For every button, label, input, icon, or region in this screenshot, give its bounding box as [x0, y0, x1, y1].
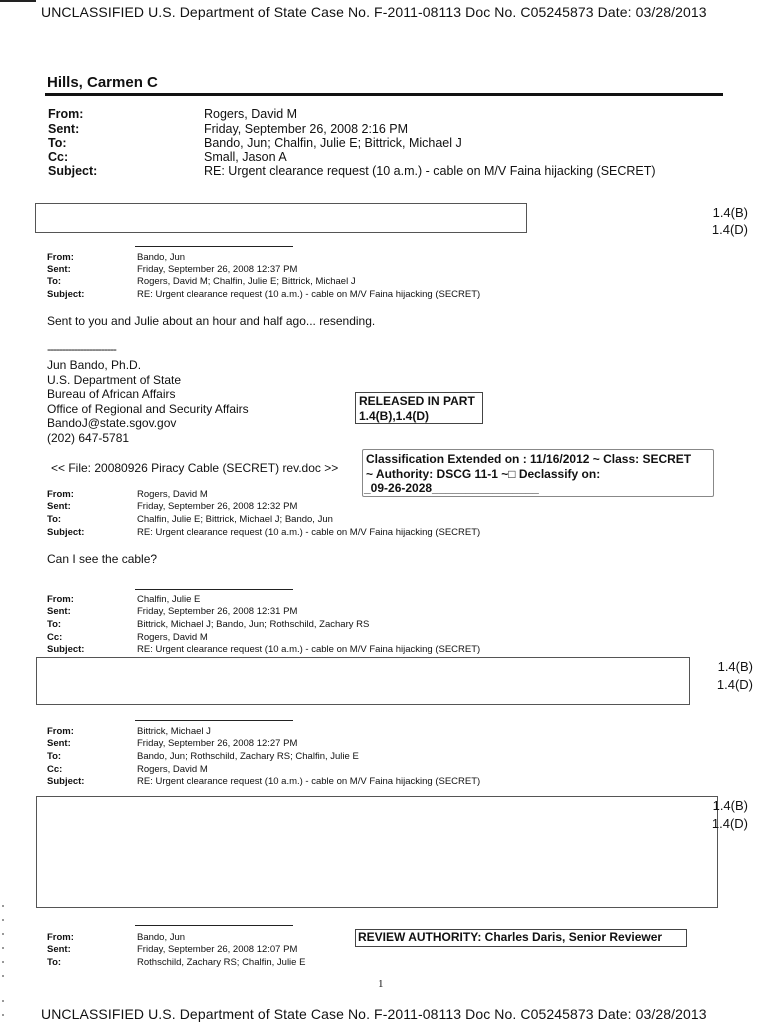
- msg4-to-value: Bando, Jun; Rothschild, Zachary RS; Chalfin, Julie E: [137, 751, 359, 762]
- msg5-to-label: To:: [47, 957, 62, 968]
- msg3-cc-value: Rogers, David M: [137, 632, 208, 643]
- msg5-from-value: Bando, Jun: [137, 932, 186, 943]
- signature-phone: (202) 647-5781: [47, 431, 130, 445]
- msg1-from-value: Bando, Jun: [137, 252, 186, 263]
- exemption-code-d: 1.4(D): [711, 816, 748, 831]
- classification-extension-box: [362, 449, 714, 497]
- exemption-code-d: 1.4(D): [711, 222, 748, 237]
- header-cc-label: Cc:: [48, 150, 69, 164]
- msg2-subject-label: Subject:: [47, 527, 85, 538]
- msg2-subject-value: RE: Urgent clearance request (10 a.m.) - cable on M/V Faina hijacking (SECRET): [137, 527, 481, 538]
- signature-name: Jun Bando, Ph.D.: [47, 358, 142, 372]
- classification-line1: Classification Extended on : 11/16/2012 ~ Class: SECRET: [366, 452, 692, 466]
- released-stamp-line1: RELEASED IN PART: [359, 394, 475, 408]
- msg4-subject-label: Subject:: [47, 776, 85, 787]
- redaction-box: [36, 657, 690, 705]
- msg1-to-label: To:: [47, 276, 62, 287]
- top-banner: UNCLASSIFIED U.S. Department of State Case No. F-2011-08113 Doc No. C05245873 Date: 03/28/2013: [41, 4, 707, 20]
- msg5-sent-label: Sent:: [47, 944, 71, 955]
- msg4-to-label: To:: [47, 751, 62, 762]
- review-authority-text: REVIEW AUTHORITY: Charles Daris, Senior Reviewer: [358, 930, 663, 944]
- redaction-box: [35, 203, 527, 233]
- msg3-to-value: Bittrick, Michael J; Bando, Jun; Rothschild, Zachary RS: [137, 619, 370, 630]
- signature-office: Office of Regional and Security Affairs: [47, 402, 249, 416]
- classification-line2: ~ Authority: DSCG 11-1 ~□ Declassify on:: [366, 467, 601, 481]
- attachment-reference: << File: 20080926 Piracy Cable (SECRET) rev.doc >>: [51, 461, 339, 475]
- msg1-from-label: From:: [47, 252, 74, 263]
- msg3-to-label: To:: [47, 619, 62, 630]
- scan-margin-marks: [2, 905, 4, 985]
- header-sent-value: Friday, September 26, 2008 2:16 PM: [204, 122, 409, 136]
- msg1-subject-label: Subject:: [47, 289, 85, 300]
- exemption-code-b: 1.4(B): [712, 205, 748, 220]
- msg3-cc-label: Cc:: [47, 632, 63, 643]
- msg3-sent-label: Sent:: [47, 606, 71, 617]
- msg4-sent-value: Friday, September 26, 2008 12:27 PM: [137, 738, 298, 749]
- msg2-from-value: Rogers, David M: [137, 489, 208, 500]
- msg2-from-label: From:: [47, 489, 74, 500]
- mailbox-owner: Hills, Carmen C: [47, 74, 158, 91]
- signature-org: U.S. Department of State: [47, 373, 182, 387]
- message-separator: [135, 246, 293, 247]
- msg2-sent-label: Sent:: [47, 501, 71, 512]
- released-stamp-line2: 1.4(B),1.4(D): [359, 409, 430, 423]
- signature-bureau: Bureau of African Affairs: [47, 387, 176, 401]
- header-subject-label: Subject:: [48, 164, 98, 178]
- exemption-code-b: 1.4(B): [712, 798, 748, 813]
- page-number: 1: [378, 978, 384, 990]
- msg1-to-value: Rogers, David M; Chalfin, Julie E; Bittrick, Michael J: [137, 276, 356, 287]
- header-subject-value: RE: Urgent clearance request (10 a.m.) - cable on M/V Faina hijacking (SECRET): [204, 164, 656, 178]
- msg4-from-label: From:: [47, 726, 74, 737]
- review-authority-stamp: [355, 929, 687, 947]
- scan-margin-marks: [2, 1000, 4, 1020]
- msg4-from-value: Bittrick, Michael J: [137, 726, 211, 737]
- header-sent-label: Sent:: [48, 122, 80, 136]
- redaction-box: [36, 796, 718, 908]
- msg3-from-label: From:: [47, 594, 74, 605]
- msg3-subject-value: RE: Urgent clearance request (10 a.m.) - cable on M/V Faina hijacking (SECRET): [137, 644, 481, 655]
- message-separator: [135, 589, 293, 590]
- header-to-label: To:: [48, 136, 67, 150]
- classification-line3: _09-26-2028________________: [364, 481, 539, 495]
- header-from-label: From:: [48, 107, 84, 121]
- msg3-from-value: Chalfin, Julie E: [137, 594, 201, 605]
- msg1-sent-label: Sent:: [47, 264, 71, 275]
- msg1-sent-value: Friday, September 26, 2008 12:37 PM: [137, 264, 298, 275]
- top-edge-rule: [0, 0, 36, 2]
- signature-dashes: -----------------------: [47, 342, 116, 356]
- msg4-sent-label: Sent:: [47, 738, 71, 749]
- header-to-value: Bando, Jun; Chalfin, Julie E; Bittrick, Michael J: [204, 136, 462, 150]
- header-cc-value: Small, Jason A: [204, 150, 287, 164]
- msg3-sent-value: Friday, September 26, 2008 12:31 PM: [137, 606, 298, 617]
- released-in-part-stamp: [355, 392, 483, 424]
- owner-rule: [45, 93, 723, 96]
- msg5-to-value: Rothschild, Zachary RS; Chalfin, Julie E: [137, 957, 306, 968]
- msg3-subject-label: Subject:: [47, 644, 85, 655]
- exemption-code-d: 1.4(D): [716, 677, 753, 692]
- msg1-subject-value: RE: Urgent clearance request (10 a.m.) - cable on M/V Faina hijacking (SECRET): [137, 289, 481, 300]
- msg2-to-label: To:: [47, 514, 62, 525]
- msg2-body: Can I see the cable?: [47, 552, 158, 566]
- msg5-sent-value: Friday, September 26, 2008 12:07 PM: [137, 944, 298, 955]
- signature-email: BandoJ@state.sgov.gov: [47, 416, 177, 430]
- header-from-value: Rogers, David M: [204, 107, 298, 121]
- msg4-subject-value: RE: Urgent clearance request (10 a.m.) - cable on M/V Faina hijacking (SECRET): [137, 776, 481, 787]
- message-separator: [135, 720, 293, 721]
- msg5-from-label: From:: [47, 932, 74, 943]
- message-separator: [135, 925, 293, 926]
- msg1-body: Sent to you and Julie about an hour and half ago... resending.: [47, 314, 376, 328]
- bottom-banner: UNCLASSIFIED U.S. Department of State Case No. F-2011-08113 Doc No. C05245873 Date: 03/28/2013: [41, 1006, 707, 1022]
- msg2-sent-value: Friday, September 26, 2008 12:32 PM: [137, 501, 298, 512]
- msg2-to-value: Chalfin, Julie E; Bittrick, Michael J; Bando, Jun: [137, 514, 333, 525]
- exemption-code-b: 1.4(B): [717, 659, 753, 674]
- msg4-cc-label: Cc:: [47, 764, 63, 775]
- msg4-cc-value: Rogers, David M: [137, 764, 208, 775]
